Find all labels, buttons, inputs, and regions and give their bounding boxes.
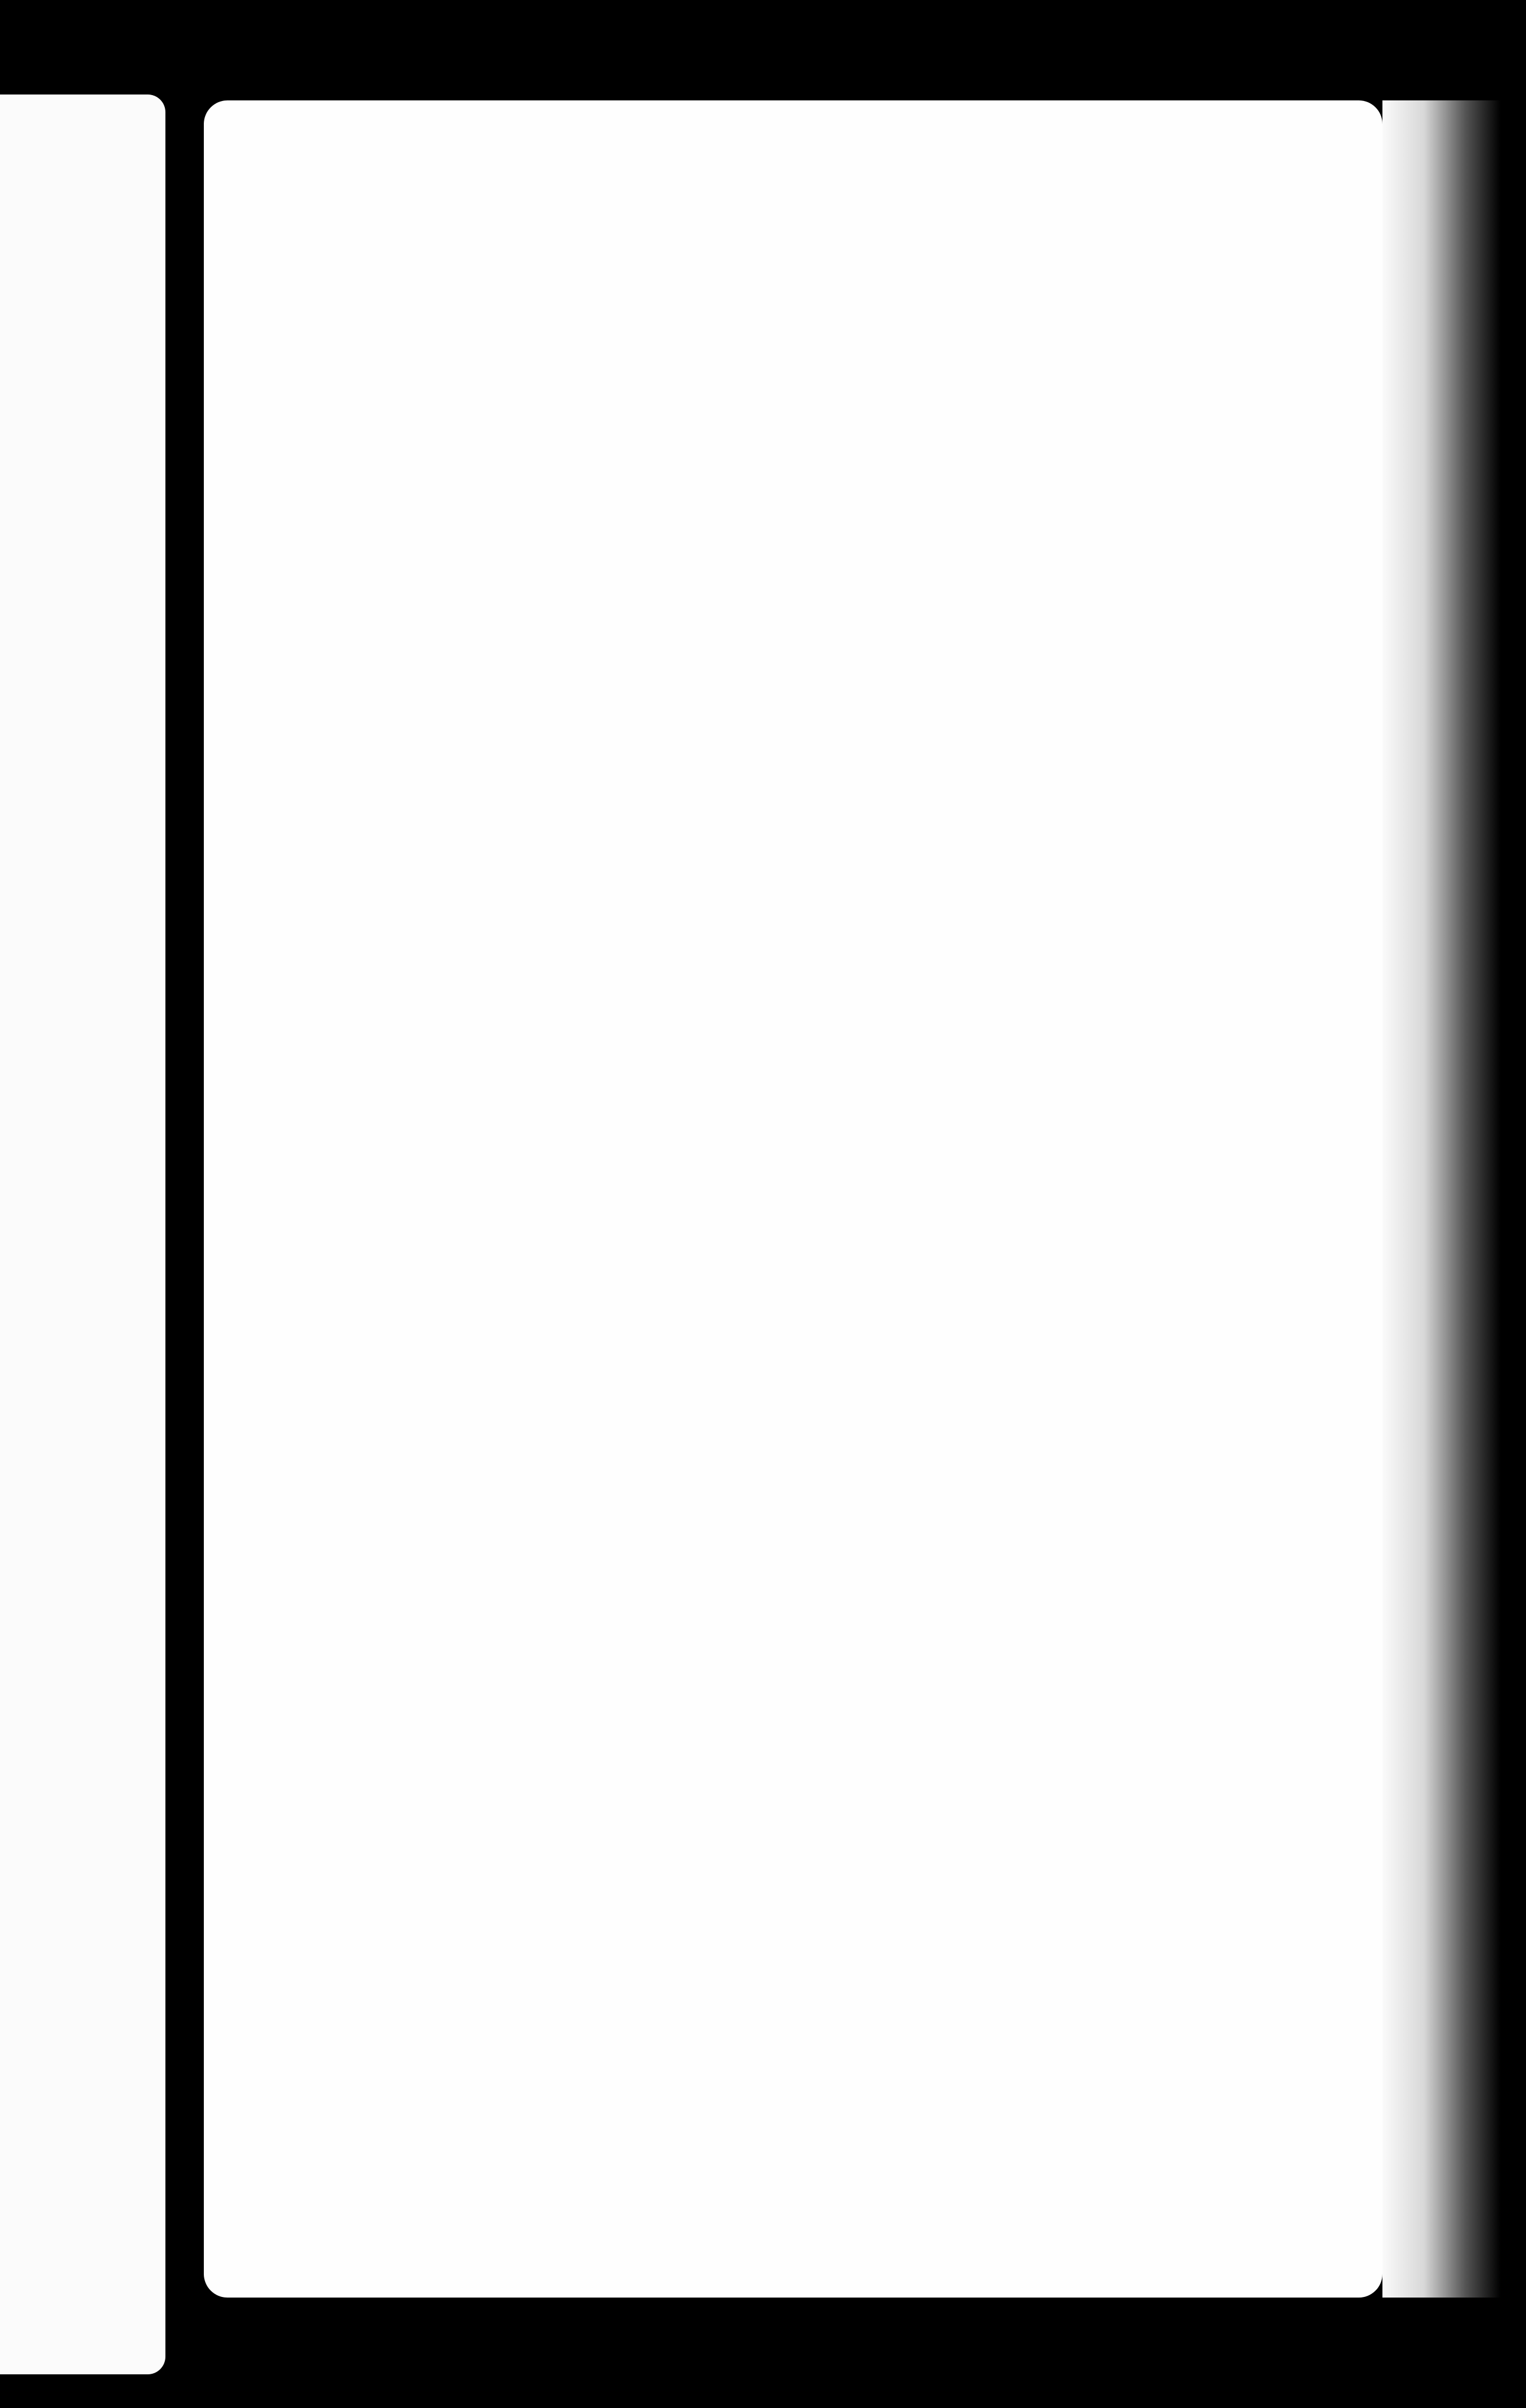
page-edge-shadow (1382, 100, 1501, 2298)
book-page (204, 100, 1382, 2298)
previous-page-fragment (0, 95, 165, 2374)
